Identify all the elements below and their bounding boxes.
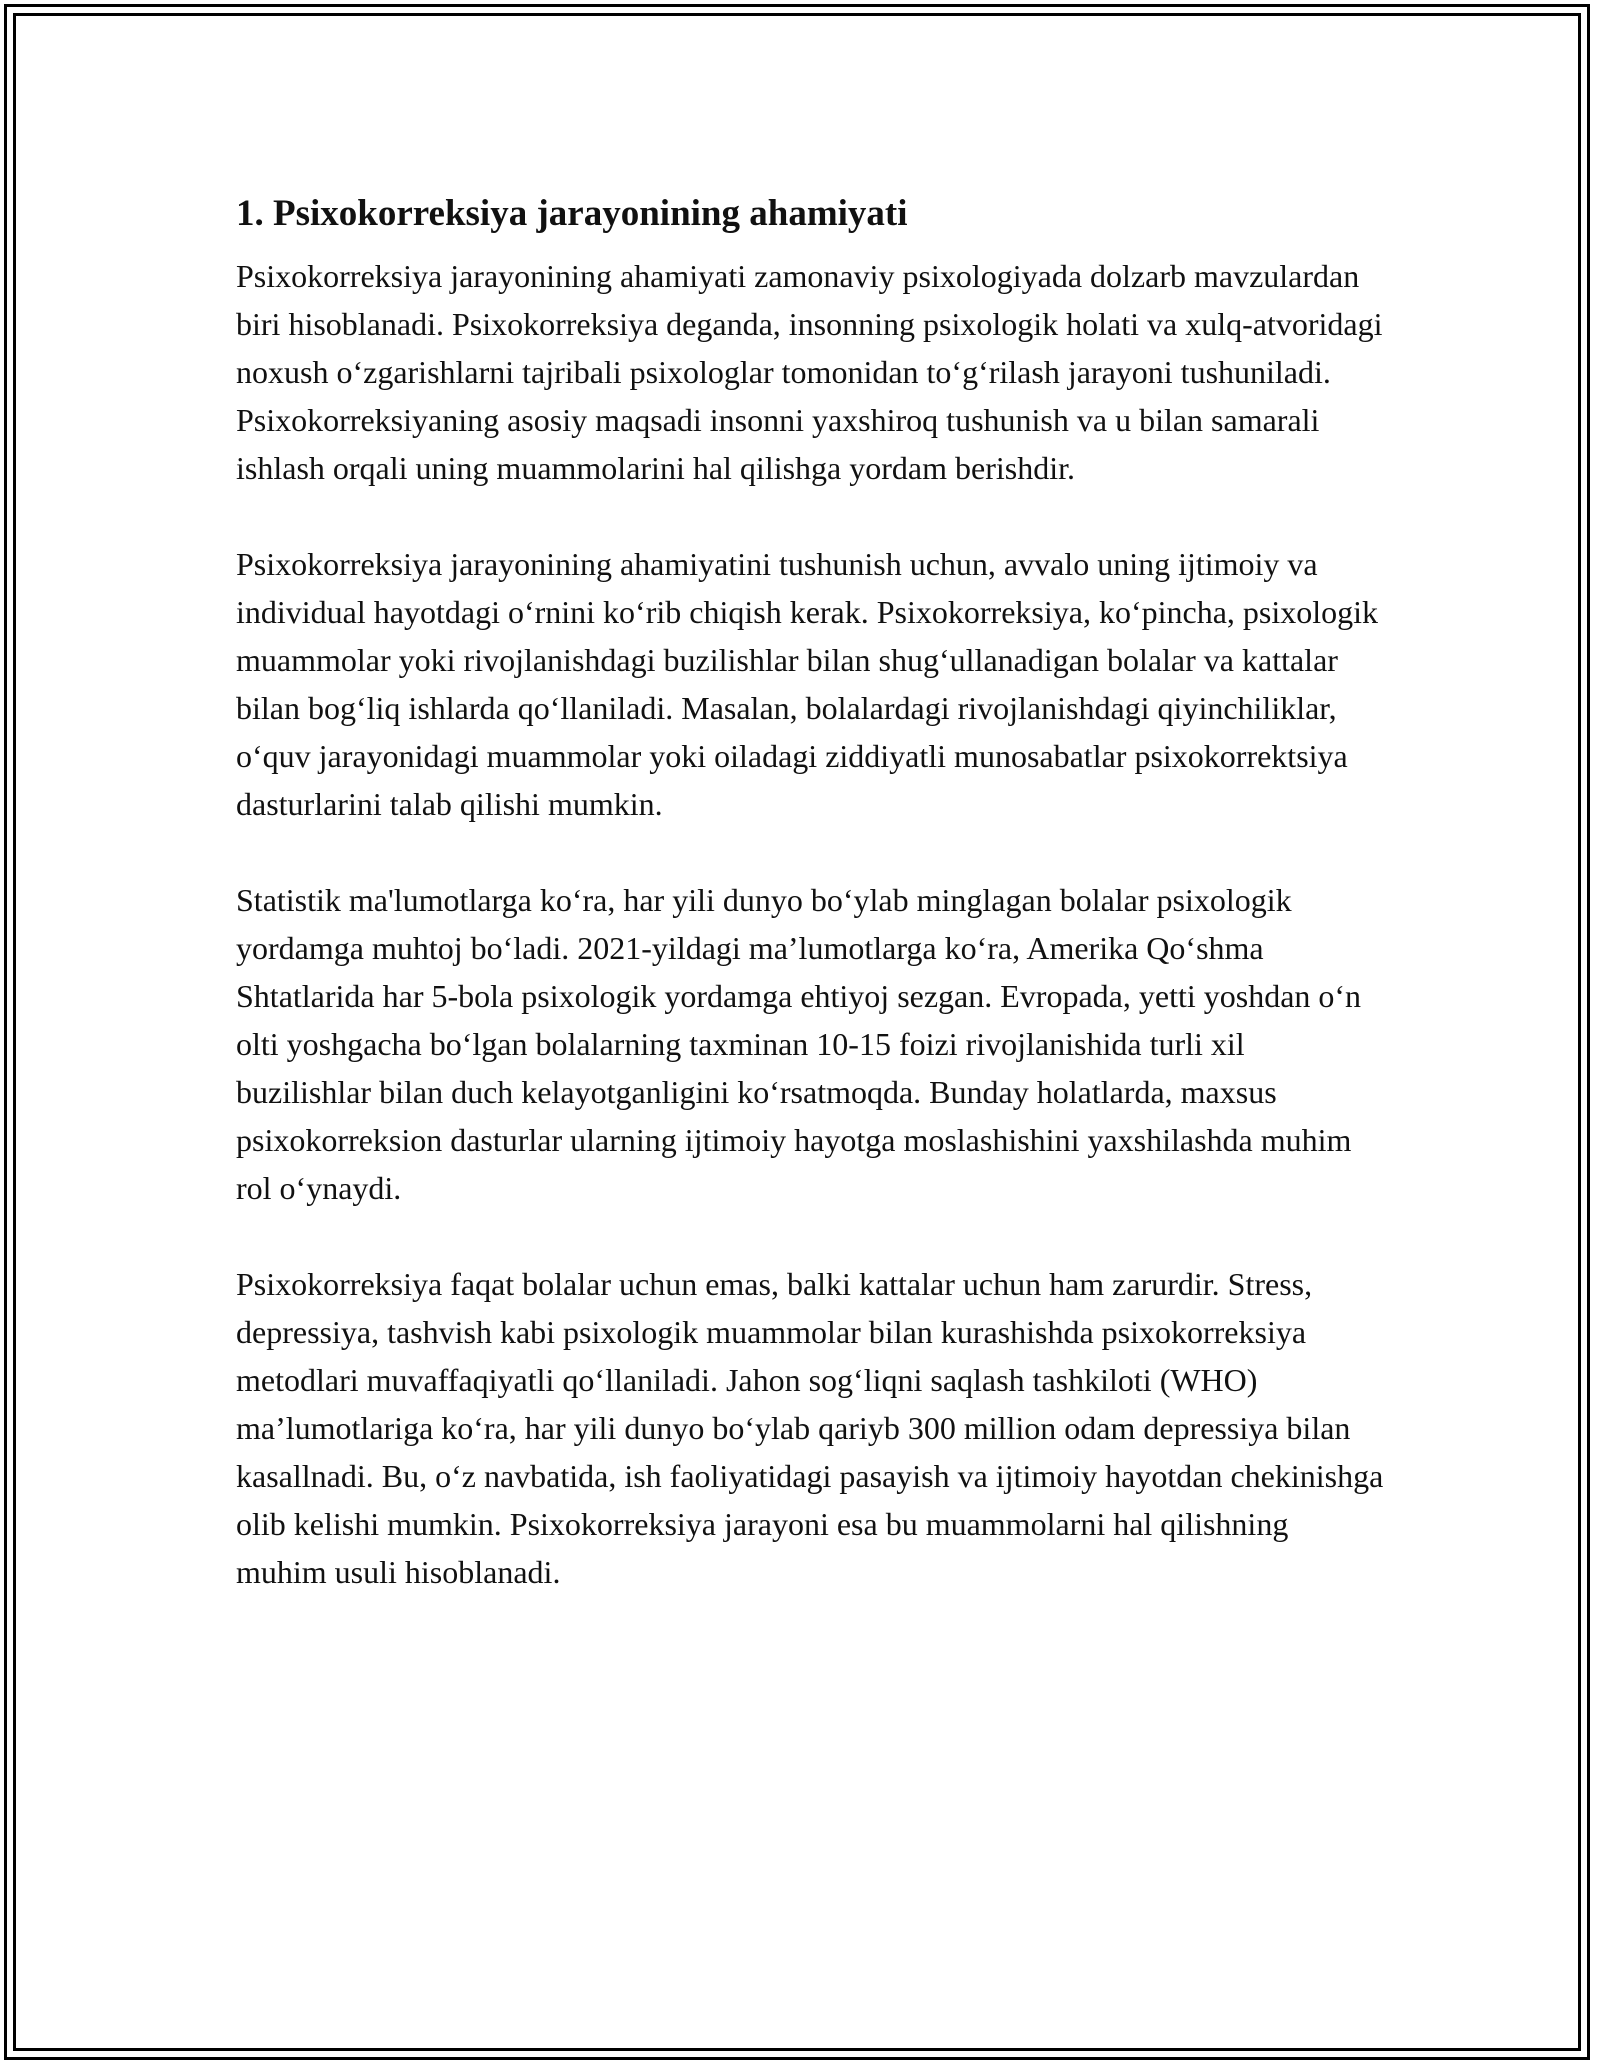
section-heading: 1. Psixokorreksiya jarayonining ahamiyati [236, 193, 908, 234]
paragraph-1: Psixokorreksiya jarayonining ahamiyati zamonaviy psixologiyada dolzarb mavzulardan biri hisoblanadi. Psixokorreksiya deganda, insonning psixologik holati va xulq-atvoridagi noxush oʻzgarishlarni tajribali psixologlar tomonidan toʻgʻrilash jarayoni tushuniladi. Psixokorreksiyaning asosiy maqsadi insonni yaxshiroq tushunish va u bilan samarali ishlash orqali uning muammolarini hal qilishga yordam berishdir. [236, 258, 1383, 486]
document-body [236, 186, 1386, 1644]
paragraph-3: Statistik ma'lumotlarga koʻra, har yili dunyo boʻylab minglagan bolalar psixologik yordamga muhtoj boʻladi. 2021-yildagi ma’lumotlarga koʻra, Amerika Qoʻshma Shtatlarida har 5-bola psixologik yordamga ehtiyoj sezgan. Evropada, yetti yoshdan oʻn olti yoshgacha boʻlgan bolalarning taxminan 10-15 foizi rivojlanishida turli xil buzilishlar bilan duch kelayotganligini koʻrsatmoqda. Bunday holatlarda, maxsus psixokorreksion dasturlar ularning ijtimoiy hayotga moslashishini yaxshilashda muhim rol oʻynaydi. [236, 882, 1362, 1206]
paragraph-2: Psixokorreksiya jarayonining ahamiyatini tushunish uchun, avvalo uning ijtimoiy va individual hayotdagi oʻrnini koʻrib chiqish kerak. Psixokorreksiya, koʻpincha, psixologik muammolar yoki rivojlanishdagi buzilishlar bilan shugʻullanadigan bolalar va kattalar bilan bogʻliq ishlarda qoʻllaniladi. Masalan, bolalardagi rivojlanishdagi qiyinchiliklar, oʻquv jarayonidagi muammolar yoki oiladagi ziddiyatli munosabatlar psixokorrektsiya dasturlarini talab qilishi mumkin. [236, 546, 1379, 822]
paragraph-4: Psixokorreksiya faqat bolalar uchun emas, balki kattalar uchun ham zarurdir. Stress, depressiya, tashvish kabi psixologik muammolar bilan kurashishda psixokorreksiya metodlari muvaffaqiyatli qoʻllaniladi. Jahon sogʻliqni saqlash tashkiloti (WHO) ma’lumotlariga koʻra, har yili dunyo boʻylab qariyb 300 million odam depressiya bilan kasallnadi. Bu, oʻz navbatida, ish faoliyatidagi pasayish va ijtimoiy hayotdan chekinishga olib kelishi mumkin. Psixokorreksiya jarayoni esa bu muammolarni hal qilishning muhim usuli hisoblanadi. [236, 1266, 1384, 1590]
